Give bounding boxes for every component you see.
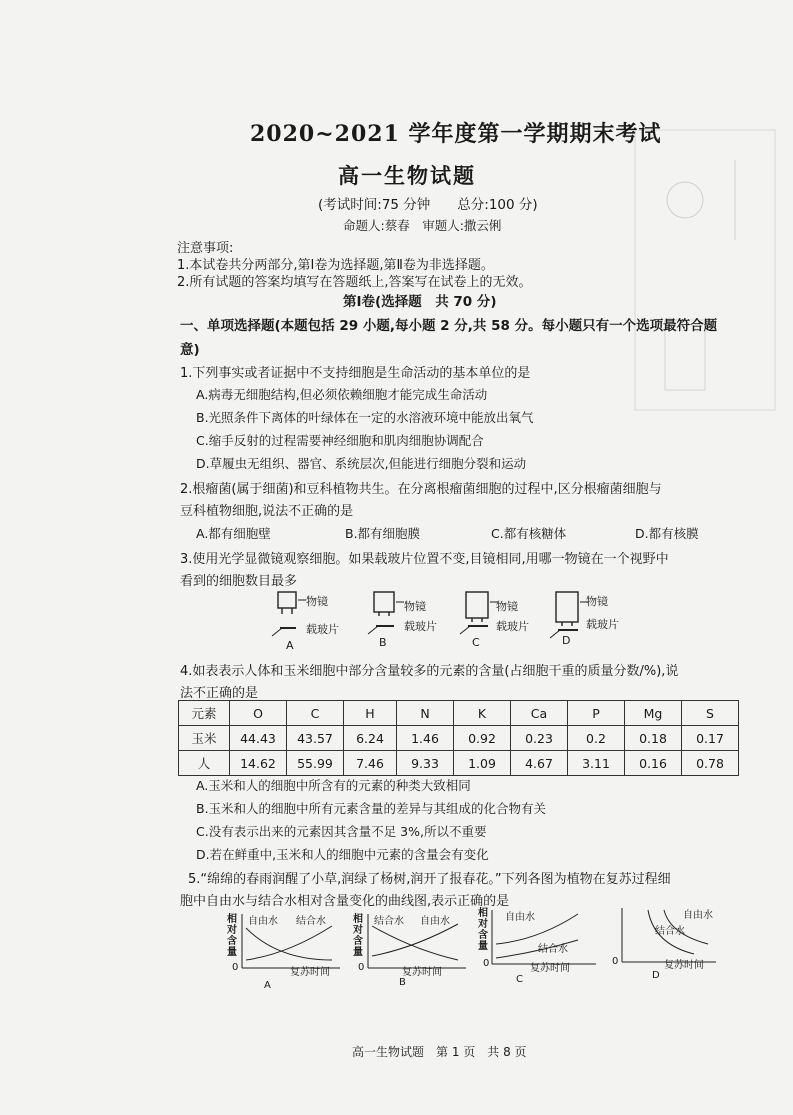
notice-item-1: 1.本试卷共分两部分,第Ⅰ卷为选择题,第Ⅱ卷为非选择题。 — [177, 258, 494, 273]
table-header-cell: C — [287, 701, 344, 726]
free-water-curve-a — [246, 928, 332, 960]
table-cell: 3.11 — [568, 751, 625, 776]
exam-authors: 命题人:蔡春 审题人:撒云俐 — [343, 218, 502, 233]
exam-subtitle: 高一生物试题 — [338, 163, 476, 188]
q1-option-c: C.缩手反射的过程需要神经细胞和肌肉细胞协调配合 — [196, 433, 484, 448]
q2-option-a: A.都有细胞壁 — [196, 526, 271, 541]
table-cell: 0.23 — [511, 726, 568, 751]
exam-time-score: (考试时间:75 分钟 总分:100 分) — [318, 197, 538, 213]
q5-ylabel-b: 相对含量 — [353, 914, 363, 958]
table-cell: 0.78 — [682, 751, 739, 776]
q5-xlabel-d: 复苏时间 — [664, 960, 704, 971]
q2-option-d: D.都有核膜 — [635, 526, 699, 541]
table-cell: 44.43 — [230, 726, 287, 751]
table-cell: 55.99 — [287, 751, 344, 776]
notice-item-2: 2.所有试题的答案均填写在答题纸上,答案写在试卷上的无效。 — [177, 275, 532, 290]
q5-bound-label-a: 结合水 — [296, 916, 326, 927]
q5-graph-a — [228, 910, 348, 990]
table-cell: 0.17 — [682, 726, 739, 751]
q4-option-d: D.若在鲜重中,玉米和人的细胞中元素的含量会有变化 — [196, 847, 489, 862]
q5-xlabel-b: 复苏时间 — [402, 967, 442, 978]
q2-option-c: C.都有核糖体 — [491, 526, 567, 541]
q5-letter-d: D — [652, 970, 660, 981]
table-cell: 0.16 — [625, 751, 682, 776]
table-row — [179, 751, 739, 776]
q5-origin-a: 0 — [232, 962, 239, 973]
q3-letter-d: D — [562, 634, 571, 647]
table-cell: 14.62 — [230, 751, 287, 776]
page-footer: 高一生物试题 第 1 页 共 8 页 — [352, 1045, 527, 1059]
table-cell: 0.18 — [625, 726, 682, 751]
q4-option-b: B.玉米和人的细胞中所有元素含量的差异与其组成的化合物有关 — [196, 801, 547, 816]
table-cell: 9.33 — [397, 751, 454, 776]
table-cell: 7.46 — [344, 751, 397, 776]
q5-origin-c: 0 — [483, 958, 490, 969]
q5-bound-label-b: 结合水 — [374, 916, 404, 927]
part-heading: 一、单项选择题(本题包括 29 小题,每小题 2 分,共 58 分。每小题只有一个选项最符合题意) — [180, 318, 718, 358]
table-cell: 6.24 — [344, 726, 397, 751]
notice-block — [177, 240, 532, 291]
bound-water-curve-a — [246, 926, 332, 960]
table-header-cell: Ca — [511, 701, 568, 726]
table-cell: 人 — [179, 751, 230, 776]
table-header-cell: S — [682, 701, 739, 726]
q3-letter-a: A — [286, 639, 294, 652]
q1-option-a: A.病毒无细胞结构,但必须依赖细胞才能完成生命活动 — [196, 387, 488, 402]
table-header-cell: 元素 — [179, 701, 230, 726]
q3-slide-label-a: 载玻片 — [306, 623, 339, 636]
table-cell: 0.92 — [454, 726, 511, 751]
table-header-row — [179, 701, 739, 726]
q5-xlabel-a: 复苏时间 — [290, 967, 330, 978]
q5-origin-b: 0 — [358, 962, 365, 973]
q1-option-b: B.光照条件下离体的叶绿体在一定的水溶液环境中能放出氧气 — [196, 410, 534, 425]
table-cell: 4.67 — [511, 751, 568, 776]
notice-heading: 注意事项: — [177, 241, 234, 256]
free-water-curve-b — [372, 924, 458, 956]
q3-letter-c: C — [472, 636, 480, 649]
q5-free-label-d: 自由水 — [683, 910, 713, 921]
q1-option-d: D.草履虫无组织、器官、系统层次,但能进行细胞分裂和运动 — [196, 456, 527, 471]
q5-stem-line2: 胞中自由水与结合水相对含量变化的曲线图,表示正确的是 — [180, 894, 510, 909]
q5-bound-label-c: 结合水 — [538, 944, 568, 955]
q4-stem-line2: 法不正确的是 — [180, 686, 259, 701]
q5-ylabel-c: 相对含量 — [478, 908, 488, 952]
q5-xlabel-c: 复苏时间 — [530, 963, 570, 974]
q5-stem-line1: 5.“绵绵的春雨润醒了小草,润绿了杨树,润开了报春花。”下列各图为植物在复苏过程细 — [188, 872, 671, 887]
q3-objective-label-c: 物镜 — [496, 600, 518, 613]
table-header-cell: P — [568, 701, 625, 726]
q3-objective-label-d: 物镜 — [586, 595, 608, 608]
q5-graph-a-svg — [228, 910, 348, 990]
q3-slide-label-d: 载玻片 — [586, 618, 619, 631]
table-header-cell: Mg — [625, 701, 682, 726]
q3-stem-line1: 3.使用光学显微镜观察细胞。如果载玻片位置不变,目镜相同,用哪一物镜在一个视野中 — [180, 552, 669, 567]
table-cell: 玉米 — [179, 726, 230, 751]
q3-stem-line2: 看到的细胞数目最多 — [180, 574, 298, 589]
q5-letter-a: A — [264, 980, 271, 991]
q5-graph-b — [354, 910, 474, 990]
q3-objective-label-a: 物镜 — [306, 595, 328, 608]
table-cell: 0.2 — [568, 726, 625, 751]
q5-free-label-a: 自由水 — [248, 916, 278, 927]
element-content-table — [178, 700, 739, 776]
q5-letter-c: C — [516, 974, 523, 985]
bleed-through-texture — [625, 120, 785, 420]
q5-ylabel-a: 相对含量 — [227, 914, 237, 958]
table-header-cell: O — [230, 701, 287, 726]
q3-objective-label-b: 物镜 — [404, 600, 426, 613]
q4-option-a: A.玉米和人的细胞中所含有的元素的种类大致相同 — [196, 778, 471, 793]
table-cell: 43.57 — [287, 726, 344, 751]
q2-stem-line1: 2.根瘤菌(属于细菌)和豆科植物共生。在分离根瘤菌细胞的过程中,区分根瘤菌细胞与 — [180, 482, 662, 497]
q3-letter-b: B — [379, 636, 387, 649]
exam-title: 2020~2021 学年度第一学期期末考试 — [250, 121, 662, 147]
bleed-through-graphic — [625, 120, 785, 420]
section-title: 第Ⅰ卷(选择题 共 70 分) — [343, 294, 497, 310]
q2-option-b: B.都有细胞膜 — [345, 526, 421, 541]
q5-origin-d: 0 — [612, 956, 619, 967]
table-header-cell: H — [344, 701, 397, 726]
q5-free-label-b: 自由水 — [420, 916, 450, 927]
table-header-cell: N — [397, 701, 454, 726]
table-cell: 1.46 — [397, 726, 454, 751]
q5-graph-b-svg — [354, 910, 474, 990]
table-header-cell: K — [454, 701, 511, 726]
q4-stem-line1: 4.如表表示人体和玉米细胞中部分含量较多的元素的含量(占细胞干重的质量分数/%),说 — [180, 664, 679, 679]
q5-letter-b: B — [399, 977, 406, 988]
q3-slide-label-b: 载玻片 — [404, 620, 437, 633]
q3-slide-label-c: 载玻片 — [496, 620, 529, 633]
table-row — [179, 726, 739, 751]
q5-free-label-c: 自由水 — [505, 912, 535, 923]
q2-stem-line2: 豆科植物细胞,说法不正确的是 — [180, 504, 354, 519]
table-cell: 1.09 — [454, 751, 511, 776]
q5-bound-label-d: 结合水 — [655, 926, 685, 937]
q4-option-c: C.没有表示出来的元素因其含量不足 3%,所以不重要 — [196, 824, 487, 839]
q1-stem: 1.下列事实或者证据中不支持细胞是生命活动的基本单位的是 — [180, 366, 531, 381]
